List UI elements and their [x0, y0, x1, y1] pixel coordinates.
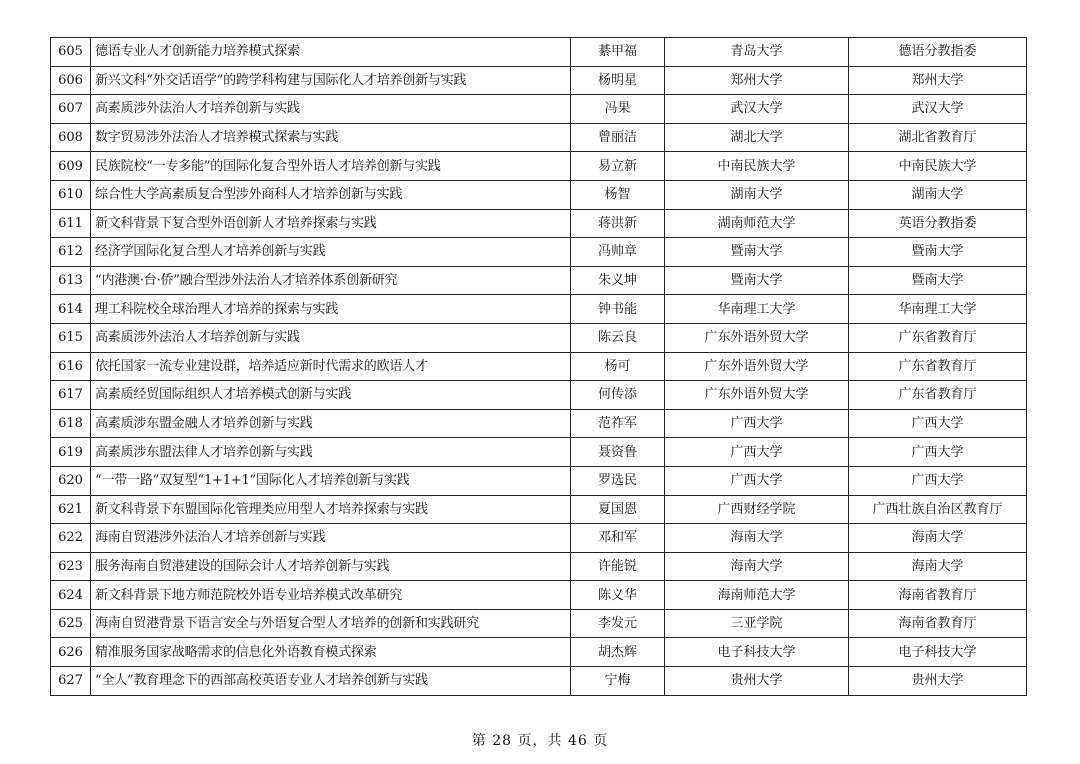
row-number: 620: [51, 466, 91, 495]
row-number: 607: [51, 95, 91, 124]
leader-name: 范祚军: [571, 409, 665, 438]
table-row: [51, 466, 1027, 495]
institution: 三亚学院: [665, 609, 849, 638]
project-title: 德语专业人才创新能力培养模式探索: [91, 38, 571, 67]
table-row: [51, 381, 1027, 410]
leader-name: 易立新: [571, 152, 665, 181]
leader-name: 冯帅章: [571, 238, 665, 267]
project-title: 精准服务国家战略需求的信息化外语教育模式探索: [91, 638, 571, 667]
row-number: 627: [51, 667, 91, 696]
recommender: 中南民族大学: [849, 152, 1027, 181]
leader-name: 何传添: [571, 381, 665, 410]
institution: 暨南大学: [665, 238, 849, 267]
leader-name: 夏国恩: [571, 495, 665, 524]
table-row: [51, 180, 1027, 209]
recommender: 广东省教育厅: [849, 323, 1027, 352]
project-title: 高素质涉东盟金融人才培养创新与实践: [91, 409, 571, 438]
table-row: [51, 238, 1027, 267]
project-title: 民族院校“一专多能”的国际化复合型外语人才培养创新与实践: [91, 152, 571, 181]
leader-name: 罗选民: [571, 466, 665, 495]
leader-name: 邓和军: [571, 524, 665, 553]
recommender: 广西大学: [849, 409, 1027, 438]
recommender: 贵州大学: [849, 667, 1027, 696]
table-row: [51, 638, 1027, 667]
recommender: 广西大学: [849, 438, 1027, 467]
row-number: 608: [51, 123, 91, 152]
project-title: 综合性大学高素质复合型涉外商科人才培养创新与实践: [91, 180, 571, 209]
recommender: 暨南大学: [849, 238, 1027, 267]
table-row: [51, 524, 1027, 553]
institution: 暨南大学: [665, 266, 849, 295]
table-row: [51, 66, 1027, 95]
project-title: 高素质经贸国际组织人才培养模式创新与实践: [91, 381, 571, 410]
leader-name: 胡杰辉: [571, 638, 665, 667]
recommender: 郑州大学: [849, 66, 1027, 95]
institution: 广西大学: [665, 409, 849, 438]
leader-name: 杨明星: [571, 66, 665, 95]
row-number: 625: [51, 609, 91, 638]
recommender: 海南省教育厅: [849, 609, 1027, 638]
row-number: 616: [51, 352, 91, 381]
recommender: 广东省教育厅: [849, 352, 1027, 381]
row-number: 621: [51, 495, 91, 524]
project-title: “内港澳·台·侨”融合型涉外法治人才培养体系创新研究: [91, 266, 571, 295]
table-row: [51, 352, 1027, 381]
recommender: 电子科技大学: [849, 638, 1027, 667]
row-number: 609: [51, 152, 91, 181]
table-row: [51, 552, 1027, 581]
institution: 中南民族大学: [665, 152, 849, 181]
recommender: 英语分教指委: [849, 209, 1027, 238]
row-number: 610: [51, 180, 91, 209]
project-title: 依托国家一流专业建设群，培养适应新时代需求的欧语人才: [91, 352, 571, 381]
project-title: 高素质涉东盟法律人才培养创新与实践: [91, 438, 571, 467]
institution: 广东外语外贸大学: [665, 352, 849, 381]
institution: 广西大学: [665, 438, 849, 467]
leader-name: 许能锐: [571, 552, 665, 581]
project-title: 新文科背景下复合型外语创新人才培养探索与实践: [91, 209, 571, 238]
leader-name: 杨可: [571, 352, 665, 381]
recommender: 湖北省教育厅: [849, 123, 1027, 152]
institution: 广西大学: [665, 466, 849, 495]
row-number: 612: [51, 238, 91, 267]
project-title: 新文科背景下地方师范院校外语专业培养模式改革研究: [91, 581, 571, 610]
row-number: 623: [51, 552, 91, 581]
leader-name: 蒋洪新: [571, 209, 665, 238]
project-table: [50, 37, 1027, 696]
institution: 湖南大学: [665, 180, 849, 209]
project-title: 高素质涉外法治人才培养创新与实践: [91, 95, 571, 124]
recommender: 德语分教指委: [849, 38, 1027, 67]
recommender: 武汉大学: [849, 95, 1027, 124]
table-row: [51, 152, 1027, 181]
table-row: [51, 266, 1027, 295]
institution: 武汉大学: [665, 95, 849, 124]
institution: 海南师范大学: [665, 581, 849, 610]
row-number: 606: [51, 66, 91, 95]
institution: 广东外语外贸大学: [665, 323, 849, 352]
project-title: 数字贸易涉外法治人才培养模式探索与实践: [91, 123, 571, 152]
leader-name: 聂资鲁: [571, 438, 665, 467]
project-title: 海南自贸港涉外法治人才培养创新与实践: [91, 524, 571, 553]
table-row: [51, 38, 1027, 67]
leader-name: 朱义坤: [571, 266, 665, 295]
institution: 贵州大学: [665, 667, 849, 696]
page-number: 第 28 页，共 46 页: [471, 733, 609, 749]
row-number: 624: [51, 581, 91, 610]
leader-name: 冯果: [571, 95, 665, 124]
leader-name: 钟书能: [571, 295, 665, 324]
project-title: 服务海南自贸港建设的国际会计人才培养创新与实践: [91, 552, 571, 581]
row-number: 617: [51, 381, 91, 410]
recommender: 海南大学: [849, 524, 1027, 553]
institution: 电子科技大学: [665, 638, 849, 667]
row-number: 622: [51, 524, 91, 553]
institution: 广西财经学院: [665, 495, 849, 524]
table-row: [51, 495, 1027, 524]
table-row: [51, 209, 1027, 238]
institution: 湖南师范大学: [665, 209, 849, 238]
table-row: [51, 295, 1027, 324]
table-row: [51, 438, 1027, 467]
recommender: 广西壮族自治区教育厅: [849, 495, 1027, 524]
row-number: 605: [51, 38, 91, 67]
table-row: [51, 581, 1027, 610]
project-title: 新文科背景下东盟国际化管理类应用型人才培养探索与实践: [91, 495, 571, 524]
project-title: 高素质涉外法治人才培养创新与实践: [91, 323, 571, 352]
row-number: 614: [51, 295, 91, 324]
leader-name: 杨智: [571, 180, 665, 209]
row-number: 626: [51, 638, 91, 667]
table-row: [51, 667, 1027, 696]
leader-name: 宁梅: [571, 667, 665, 696]
recommender: 暨南大学: [849, 266, 1027, 295]
recommender: 湖南大学: [849, 180, 1027, 209]
recommender: 华南理工大学: [849, 295, 1027, 324]
institution: 海南大学: [665, 552, 849, 581]
institution: 海南大学: [665, 524, 849, 553]
table-row: [51, 323, 1027, 352]
project-title: “全人”教育理念下的西部高校英语专业人才培养创新与实践: [91, 667, 571, 696]
institution: 广东外语外贸大学: [665, 381, 849, 410]
recommender: 海南大学: [849, 552, 1027, 581]
leader-name: 李发元: [571, 609, 665, 638]
leader-name: 陈云良: [571, 323, 665, 352]
institution: 郑州大学: [665, 66, 849, 95]
institution: 青岛大学: [665, 38, 849, 67]
recommender: 海南省教育厅: [849, 581, 1027, 610]
leader-name: 陈义华: [571, 581, 665, 610]
row-number: 618: [51, 409, 91, 438]
project-title: 海南自贸港背景下语言安全与外语复合型人才培养的创新和实践研究: [91, 609, 571, 638]
table-row: [51, 409, 1027, 438]
recommender: 广西大学: [849, 466, 1027, 495]
row-number: 615: [51, 323, 91, 352]
table-body: [51, 38, 1027, 696]
row-number: 619: [51, 438, 91, 467]
table-row: [51, 95, 1027, 124]
project-title: 经济学国际化复合型人才培养创新与实践: [91, 238, 571, 267]
project-title: 理工科院校全球治理人才培养的探索与实践: [91, 295, 571, 324]
leader-name: 綦甲福: [571, 38, 665, 67]
table-row: [51, 123, 1027, 152]
row-number: 611: [51, 209, 91, 238]
row-number: 613: [51, 266, 91, 295]
institution: 湖北大学: [665, 123, 849, 152]
table-row: [51, 609, 1027, 638]
project-title: “一带一路”双复型“1+1+1”国际化人才培养创新与实践: [91, 466, 571, 495]
institution: 华南理工大学: [665, 295, 849, 324]
recommender: 广东省教育厅: [849, 381, 1027, 410]
project-title: 新兴文科“外交话语学”的跨学科构建与国际化人才培养创新与实践: [91, 66, 571, 95]
leader-name: 曾丽洁: [571, 123, 665, 152]
